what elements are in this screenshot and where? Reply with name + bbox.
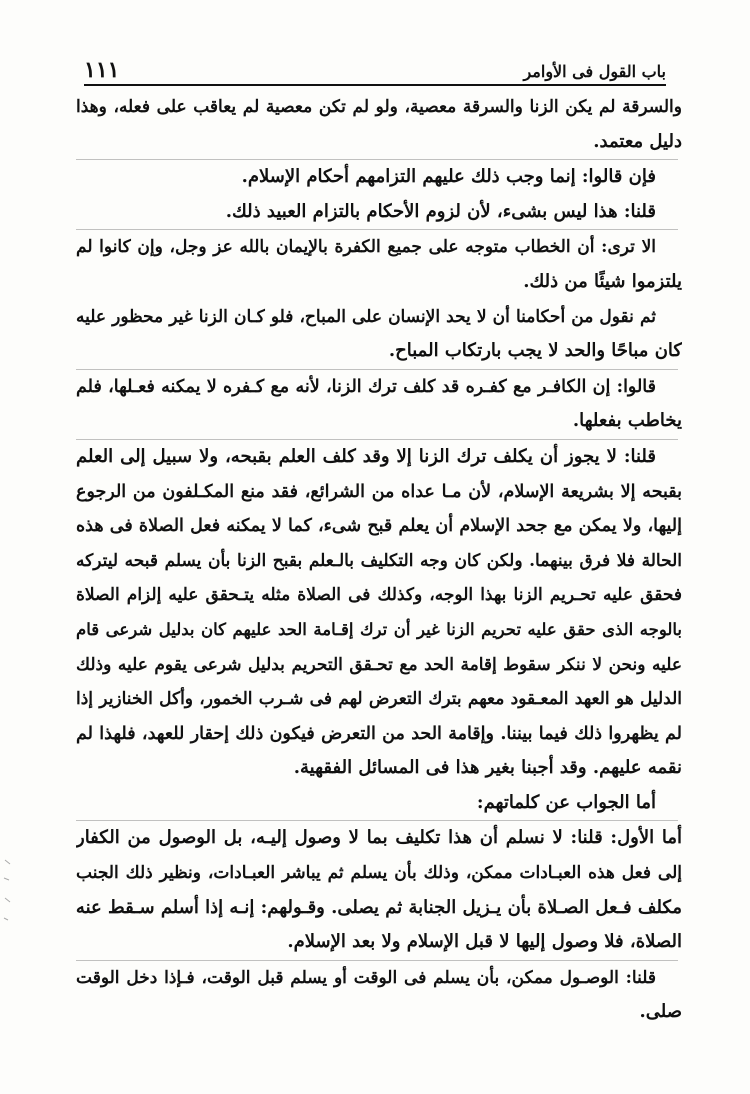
text-line: إليها، ولا يمكن مع جحد الإسلام أن يعلم قبح شىء، كما لا يمكنه فعل الصلاة فى هذه (76, 516, 682, 537)
page-body (76, 90, 682, 1030)
paragraph (76, 821, 682, 959)
text-line: قلنا: هذا ليس بشىء، لأن لزوم الأحكام بالتزام العبيد ذلك. (225, 200, 656, 222)
text-line: قالوا: إن الكافـر مع كفـره قد كلف ترك الزنا، لأنه مع كـفره لا يمكنه فعـلها، فلم (76, 376, 656, 397)
running-title: باب القول فى الأوامر (523, 62, 666, 81)
page-number: ١١١ (84, 57, 120, 83)
line-separator (76, 229, 678, 230)
paragraph (76, 961, 682, 1030)
text-line: أما الأول: قلنا: لا نسلم أن هذا تكليف بما لا وصول إليـه، بل الوصول من الكفار (76, 827, 682, 849)
paragraph (76, 370, 682, 439)
text-line: إلى فعل هذه العبـادات ممكن، وذلك بأن يسلم ثم يباشر العبـادات، ونظير ذلك الجنب (76, 863, 682, 884)
line-separator (76, 439, 678, 440)
text-line: الدليل هو العهد المعـقود معهم بترك التعرض لهم فى شـرب الخمور، وأكل الخنازير إذا (76, 689, 682, 710)
paragraph (76, 230, 682, 299)
paragraph (76, 195, 682, 230)
text-line: الحالة فلا فرق بينهما. ولكن كان وجه التكليف بالـعلم بقبح الزنا بأن يسلم قبحه ليتركه (76, 550, 682, 571)
line-separator (76, 369, 678, 370)
paragraph (76, 440, 682, 786)
text-line: قلنا: الوصـول ممكن، بأن يسلم فى الوقت أو يسلم قبل الوقت، فـإذا دخل الوقت (76, 967, 656, 988)
paragraph (76, 300, 682, 369)
text-line: الا ترى: أن الخطاب متوجه على جميع الكفرة بالإيمان بالله عز وجل، وإن كانوا لم (76, 237, 656, 258)
scan-margin-marks (2, 858, 12, 928)
text-line: الصلاة، فلا وصول إليها لا قبل الإسلام ولا بعد الإسلام. (287, 931, 682, 953)
text-line: فإن قالوا: إنما وجب ذلك عليهم التزامهم أحكام الإسلام. (241, 166, 656, 188)
paragraph (76, 90, 682, 159)
text-line: قلنا: لا يجوز أن يكلف ترك الزنا إلا وقد كلف العلم بقبحه، ولا سبيل إلى العلم (76, 445, 656, 467)
text-line: دليل معتمد. (593, 130, 682, 152)
text-line: يلتزموا شيئًا من ذلك. (523, 270, 682, 292)
text-line: كان مباحًا والحد لا يجب بارتكاب المباح. (388, 340, 682, 362)
line-separator (76, 960, 678, 961)
page-header (84, 50, 666, 86)
text-line: ثم نقول من أحكامنا أن لا يحد الإنسان على المباح، فلو كـان الزنا غير محظور عليه (76, 306, 656, 327)
text-line: عليه ونحن لا ننكر سقوط إقامة الحد مع تحـقق التحريم بدليل شرعى يقوم عليه وذلك (76, 654, 682, 675)
margin-mark-icon (2, 858, 12, 928)
text-line: فحقق عليه تحـريم الزنا بهذا الوجه، وكذلك فى الصلاة مثله يتـحقق عليه إلزام الصلاة (76, 585, 682, 606)
line-separator (76, 159, 678, 160)
text-line: يخاطب بفعلها. (572, 410, 682, 432)
text-line: والسرقة لم يكن الزنا والسرقة معصية، ولو لم تكن معصية لم يعاقب على فعله، وهذا (76, 97, 682, 117)
text-line: مكلف فـعل الصـلاة بأن يـزيل الجنابة ثم يصلى. وقـولهم: إنـه إذا أسلم سـقط عنه (76, 896, 682, 918)
paragraph (76, 160, 682, 195)
text-line: أما الجواب عن كلماتهم: (476, 791, 656, 813)
text-line: لم يظهروا ذلك فيما بيننا. وإقامة الحد من التعرض فيكون ذلك إحقار للعهد، فلهذا لم (76, 723, 682, 744)
text-line: صلى. (639, 1001, 682, 1023)
paragraph (76, 786, 682, 821)
text-line: نقمه عليهم. وقد أجبنا بغير هذا فى المسائل الفقهية. (293, 757, 682, 779)
text-line: بالوجه الذى حقق عليه تحريم الزنا غير أن ترك إقـامة الحد عليهم كان بدليل شرعى قام (76, 619, 682, 639)
line-separator (76, 820, 678, 821)
text-line: بقبحه إلا بشريعة الإسلام، لأن مـا عداه من الشرائع، فقد منع المكـلفون من الرجوع (76, 481, 682, 502)
